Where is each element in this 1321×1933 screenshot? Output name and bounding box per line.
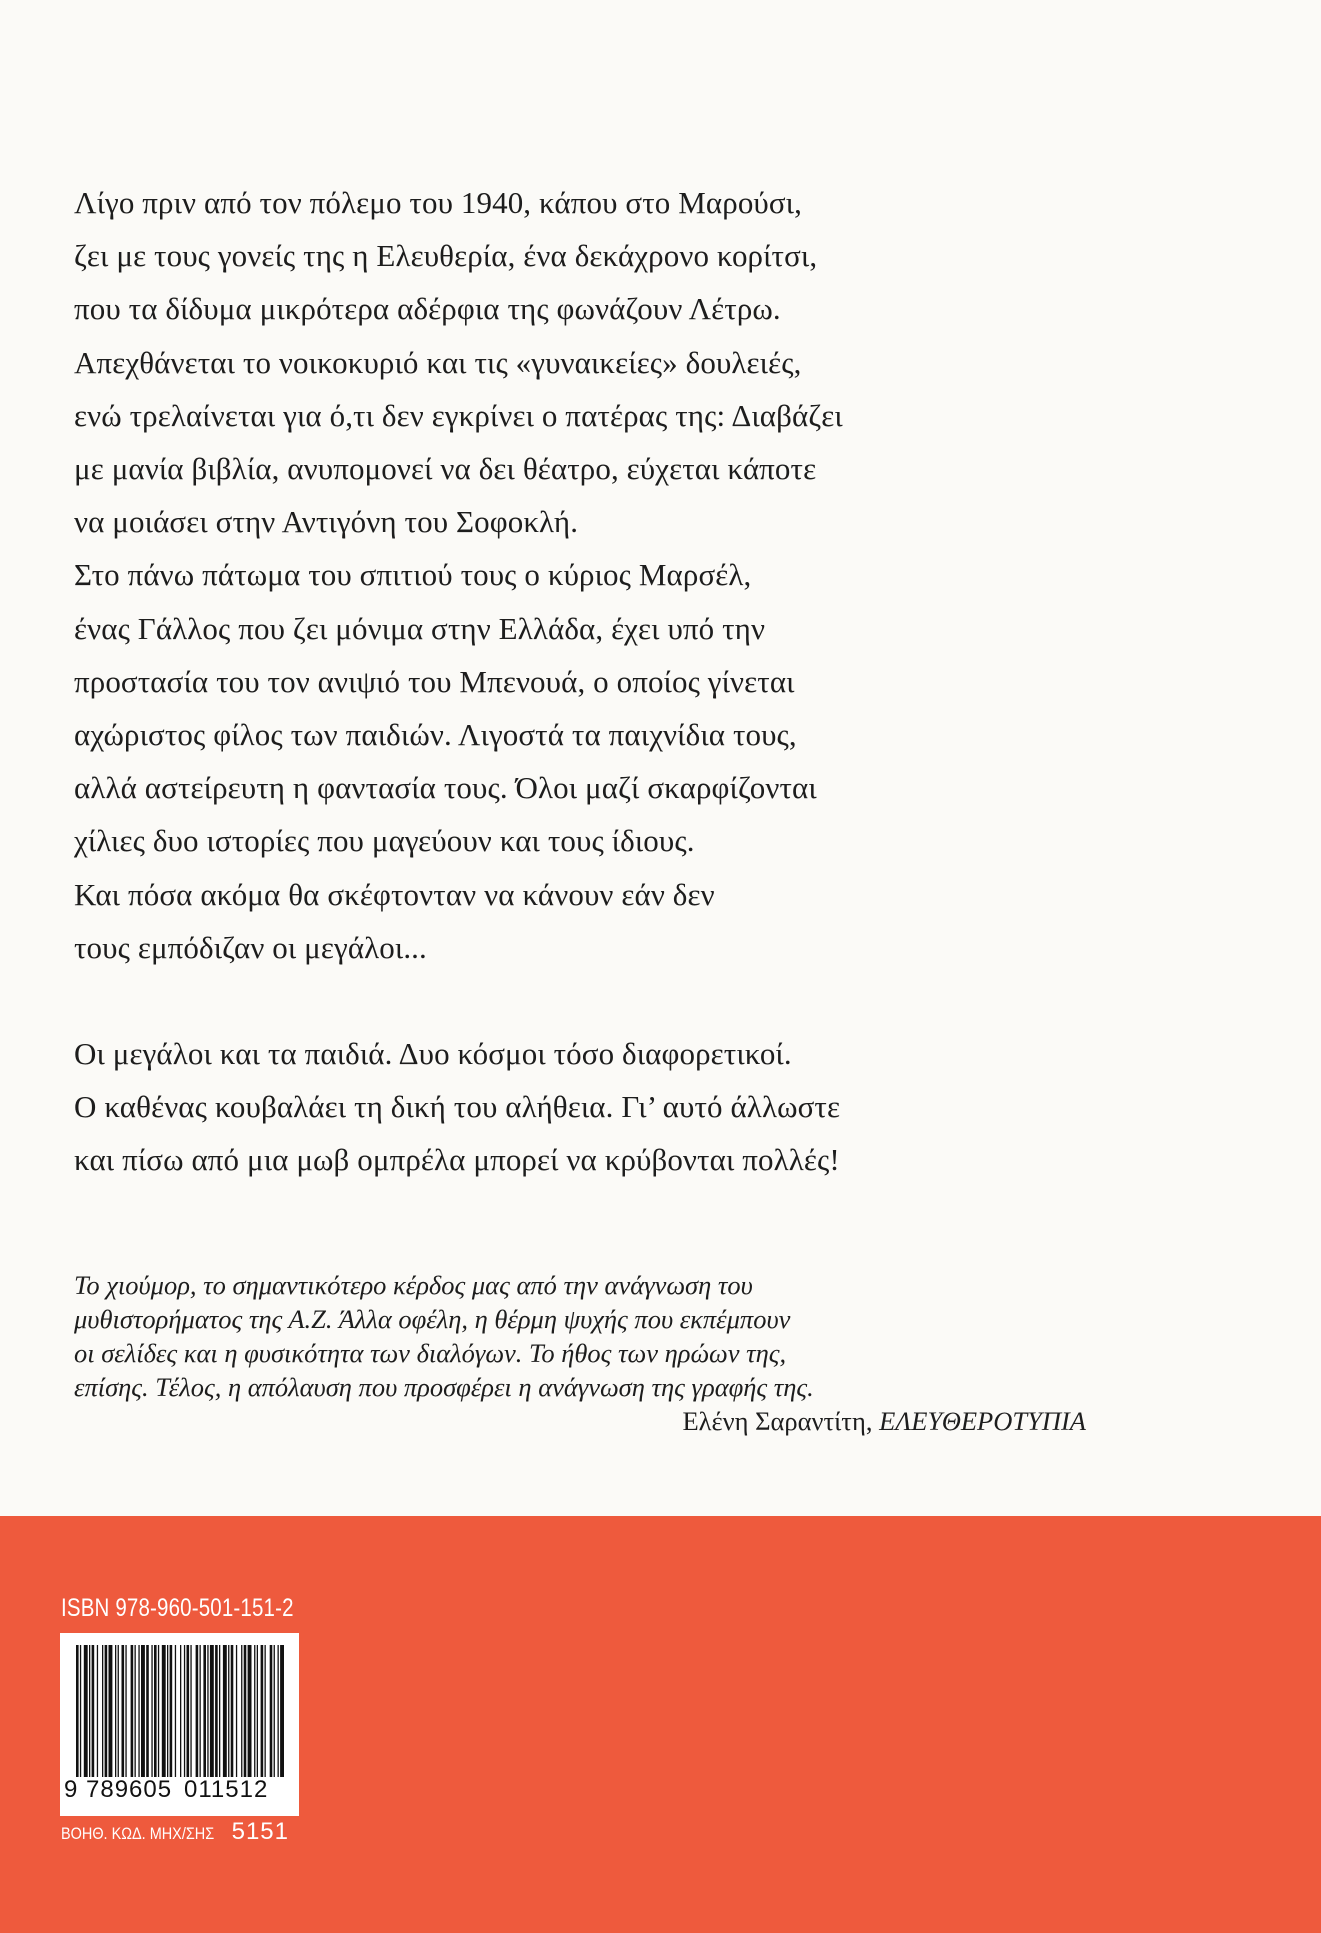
- blurb-text: [74, 176, 1074, 1187]
- isbn-label: ISBN 978-960-501-151-2: [61, 1594, 294, 1622]
- blurb-line: που τα δίδυμα μικρότερα αδέρφια της φωνάζουν Λέτρω.: [74, 291, 781, 327]
- aux-code-number: 5151: [231, 1818, 289, 1845]
- blurb-line: να μοιάσει στην Αντιγόνη του Σοφοκλή.: [74, 504, 579, 540]
- blurb-line: ζει με τους γονείς της η Ελευθερία, ένα δεκάχρονο κορίτσι,: [74, 238, 818, 274]
- blurb-line: αχώριστος φίλος των παιδιών. Λιγοστά τα παιχνίδια τους,: [74, 717, 797, 753]
- review-line: Το χιούμορ, το σημαντικότερο κέρδος μας από την ανάγνωση του: [74, 1270, 753, 1300]
- barcode-group-1: 789605: [86, 1776, 173, 1803]
- barcode-lead-digit: 9: [64, 1776, 79, 1803]
- barcode: [60, 1633, 299, 1816]
- blurb-line: με μανία βιβλία, ανυπομονεί να δει θέατρο, εύχεται κάποτε: [74, 451, 817, 487]
- barcode-group-2: 011512: [184, 1776, 269, 1803]
- blurb-line: Απεχθάνεται το νοικοκυριό και τις «γυναικείες» δουλειές,: [74, 344, 802, 380]
- blurb-line: χίλιες δυο ιστορίες που μαγεύουν και τους ίδιους.: [74, 823, 695, 859]
- review-attribution: [74, 1404, 1094, 1438]
- blurb-line: και πίσω από μια μωβ ομπρέλα μπορεί να κρύβονται πολλές!: [74, 1142, 840, 1178]
- blurb-line: Οι μεγάλοι και τα παιδιά. Δυο κόσμοι τόσο διαφορετικοί.: [74, 1036, 792, 1072]
- aux-code: [61, 1818, 289, 1846]
- blurb-line: αλλά αστείρευτη η φαντασία τους. Όλοι μαζί σκαρφίζονται: [74, 770, 817, 806]
- blurb-line: Ο καθένας κουβαλάει τη δική του αλήθεια. Γι’ αυτό άλλωστε: [74, 1089, 841, 1125]
- paragraph-gap: [74, 974, 1074, 1027]
- review-source: ΕΛΕΥΘΕΡΟΤΥΠΙΑ: [879, 1406, 1086, 1436]
- blurb-line: ενώ τρελαίνεται για ό,τι δεν εγκρίνει ο πατέρας της: Διαβάζει: [74, 397, 843, 433]
- blurb-line: Λίγο πριν από τον πόλεμο του 1940, κάπου στο Μαρούσι,: [74, 185, 802, 220]
- blurb-line: Και πόσα ακόμα θα σκέφτονταν να κάνουν εάν δεν: [74, 876, 715, 912]
- review-quote: [74, 1268, 1094, 1438]
- review-line: επίσης. Τέλος, η απόλαυση που προσφέρει η ανάγνωση της γραφής της.: [74, 1372, 814, 1402]
- review-author: Ελένη Σαραντίτη,: [682, 1406, 873, 1436]
- aux-code-label: ΒΟΗΘ. ΚΩΔ. ΜΗΧ/ΣΗΣ: [61, 1824, 215, 1843]
- blurb-line: προστασία του τον ανιψιό του Μπενουά, ο οποίος γίνεται: [74, 663, 795, 699]
- review-line: οι σελίδες και η φυσικότητα των διαλόγων. Το ήθος των ηρώων της,: [74, 1338, 787, 1368]
- blurb-line: Στο πάνω πάτωμα του σπιτιού τους ο κύριος Μαρσέλ,: [74, 557, 752, 593]
- blurb-line: ένας Γάλλος που ζει μόνιμα στην Ελλάδα, έχει υπό την: [74, 610, 766, 646]
- review-line: μυθιστορήματος της Α.Ζ. Άλλα οφέλη, η θέρμη ψυχής που εκπέμπουν: [74, 1304, 791, 1334]
- blurb-line: τους εμπόδιζαν οι μεγάλοι...: [74, 929, 427, 965]
- barcode-bars: [74, 1645, 285, 1777]
